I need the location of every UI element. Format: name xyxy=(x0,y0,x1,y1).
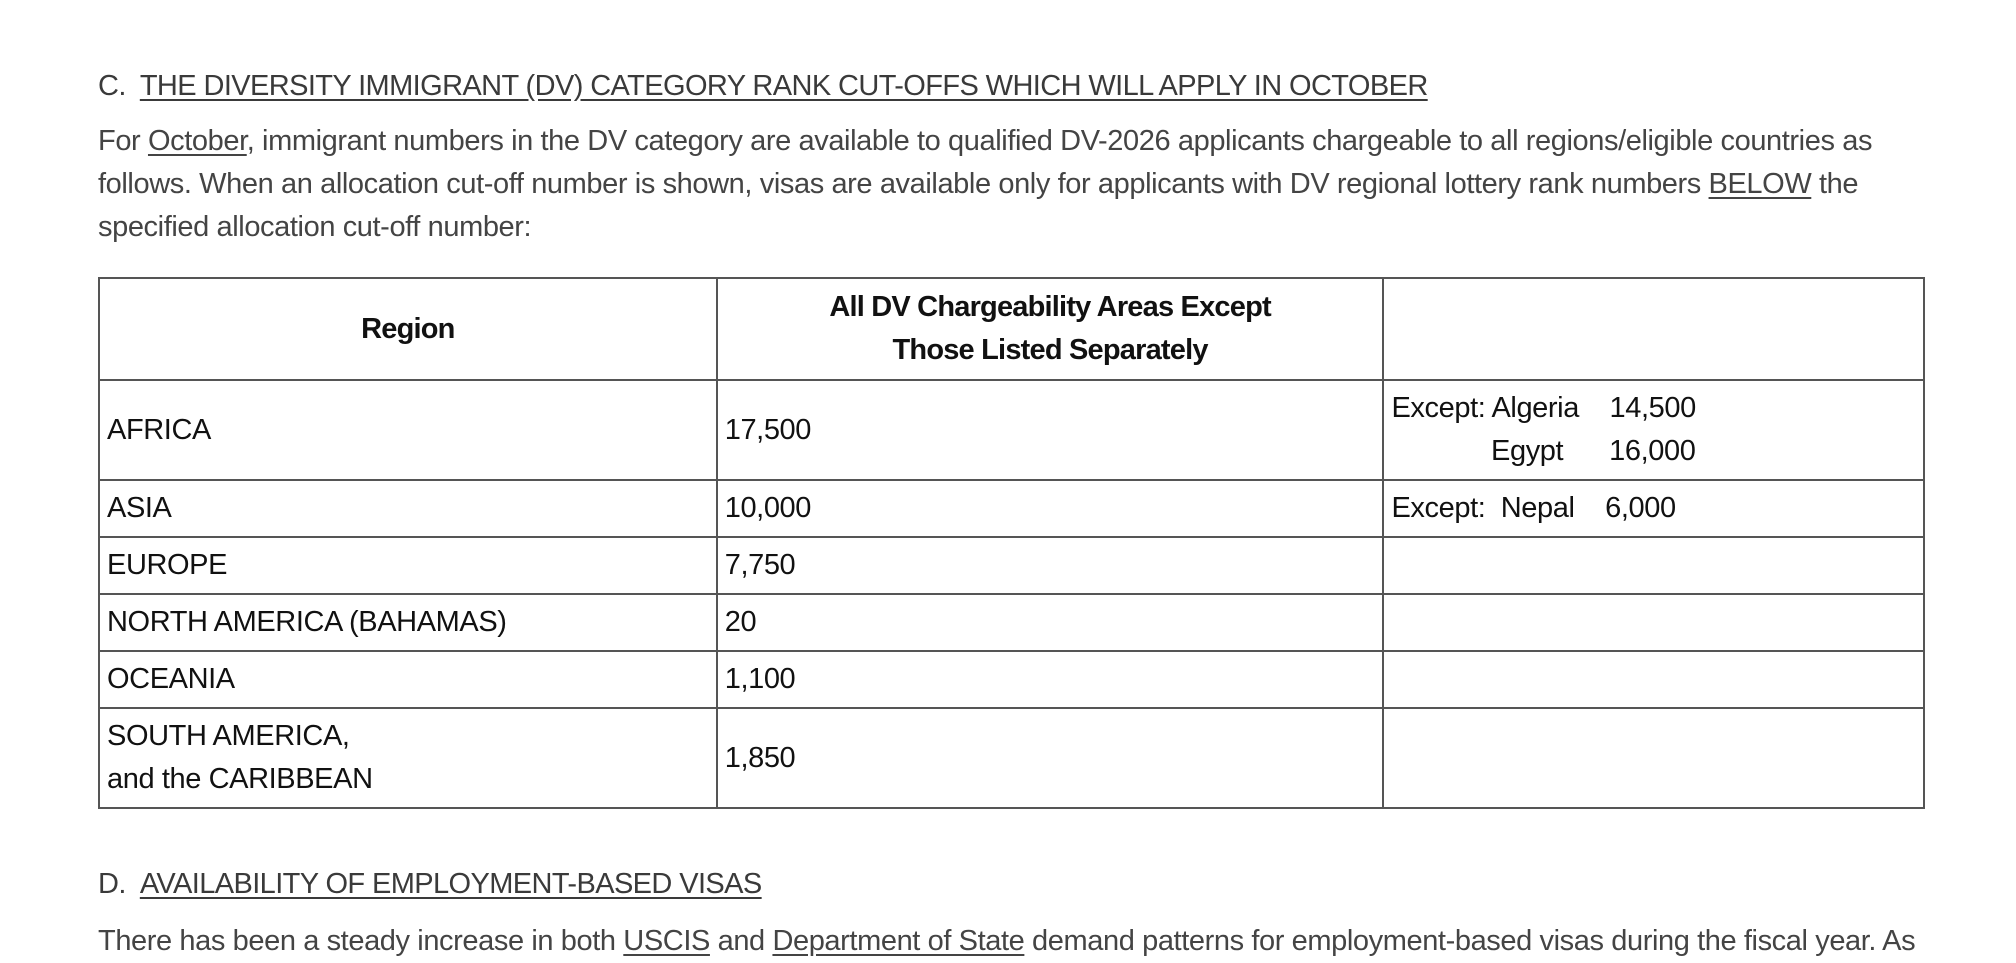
value-cell: 10,000 xyxy=(717,480,1384,537)
section-c-heading xyxy=(98,70,1428,103)
section-d-title: AVAILABILITY OF EMPLOYMENT-BASED VISAS xyxy=(139,868,762,901)
intro-part3: the specified allocation cut-off number: xyxy=(98,168,1859,243)
except-line-1: Except: Nepal 6,000 xyxy=(1391,492,1676,524)
intro-part1: For xyxy=(98,125,148,157)
region-cell: OCEANIA xyxy=(99,651,717,708)
bottom-dos-link[interactable]: Department of State xyxy=(772,925,1025,957)
table-row-asia xyxy=(99,480,1924,537)
section-d-letter: D. xyxy=(98,868,126,901)
value-cell: 1,850 xyxy=(717,708,1384,808)
region-line-1: SOUTH AMERICA, xyxy=(107,720,350,752)
bottom-uscis-link[interactable]: USCIS xyxy=(623,925,710,957)
header-region: Region xyxy=(99,278,717,380)
table-row-oceania xyxy=(99,651,1924,708)
except-line-2: Egypt 16,000 xyxy=(1391,435,1696,467)
header-all-areas-line1: All DV Chargeability Areas Except xyxy=(829,291,1271,323)
section-c-letter: C. xyxy=(98,70,126,103)
except-cell xyxy=(1383,480,1924,537)
intro-below: BELOW xyxy=(1708,168,1812,200)
dv-cutoff-table xyxy=(98,277,1925,809)
except-cell xyxy=(1383,651,1924,708)
employment-paragraph xyxy=(98,920,1928,963)
intro-month: October xyxy=(147,125,247,157)
region-cell: ASIA xyxy=(99,480,717,537)
region-cell xyxy=(99,708,717,808)
bottom-part3: demand patterns for employment-based visas during the fiscal year. As xyxy=(1024,925,1916,957)
bottom-part1: There has been a steady increase in both xyxy=(98,925,624,957)
table-row-europe xyxy=(99,537,1924,594)
intro-part2: , immigrant numbers in the DV category are available to qualified DV-2026 applicants chargeable to all regions/eligible countries as follows. When an allocation cut-off number is shown, visas are available only for applicants with DV regional lottery rank numbers xyxy=(98,125,1873,200)
except-cell xyxy=(1383,537,1924,594)
region-cell: AFRICA xyxy=(99,380,717,480)
table-row-africa xyxy=(99,380,1924,480)
except-cell xyxy=(1383,380,1924,480)
table-row-south-america xyxy=(99,708,1924,808)
value-cell: 7,750 xyxy=(717,537,1384,594)
header-all-areas xyxy=(717,278,1384,380)
table-header-row xyxy=(99,278,1924,380)
except-cell xyxy=(1383,594,1924,651)
table-row-north-america xyxy=(99,594,1924,651)
section-d-heading xyxy=(98,868,762,901)
value-cell: 1,100 xyxy=(717,651,1384,708)
dv-intro-paragraph xyxy=(98,120,1928,249)
except-line-1: Except: Algeria 14,500 xyxy=(1391,392,1696,424)
region-cell: NORTH AMERICA (BAHAMAS) xyxy=(99,594,717,651)
header-all-areas-line2: Those Listed Separately xyxy=(892,334,1208,366)
value-cell: 17,500 xyxy=(717,380,1384,480)
section-c-title: THE DIVERSITY IMMIGRANT (DV) CATEGORY RANK CUT-OFFS WHICH WILL APPLY IN OCTOBER xyxy=(139,70,1428,103)
region-cell: EUROPE xyxy=(99,537,717,594)
value-cell: 20 xyxy=(717,594,1384,651)
bottom-part2: and xyxy=(709,925,773,957)
header-exceptions xyxy=(1383,278,1924,380)
except-cell xyxy=(1383,708,1924,808)
region-line-2: and the CARIBBEAN xyxy=(107,763,373,795)
